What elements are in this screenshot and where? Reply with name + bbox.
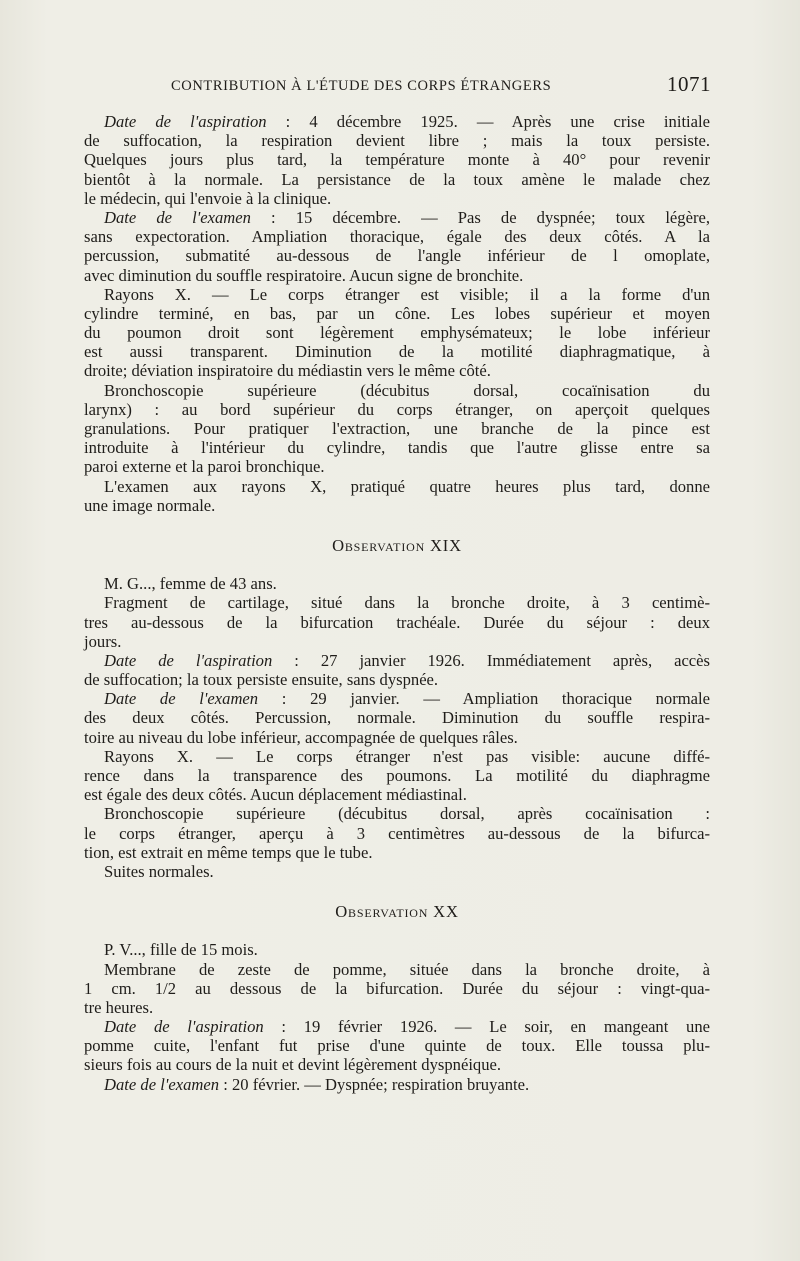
text-line xyxy=(84,862,710,881)
text-line xyxy=(84,689,710,708)
italic-lead: Date de l'examen xyxy=(104,1074,220,1094)
text-line xyxy=(84,304,710,323)
line-text: rence dans la transparence des poumons. La motilité du diaphragme xyxy=(84,766,710,785)
text-line xyxy=(84,457,710,476)
text-line xyxy=(84,227,710,246)
observation-heading: Observation XIX xyxy=(332,535,462,555)
line-text: 1 cm. 1/2 au dessous de la bifurcation. Durée du séjour : vingt-qua- xyxy=(84,978,710,998)
line-text: une image normale. xyxy=(84,495,216,515)
line-text: Suites normales. xyxy=(104,861,214,881)
line-text: cylindre terminé, en bas, par un cône. Les lobes supérieur et moyen xyxy=(84,303,710,323)
running-title: CONTRIBUTION À L'ÉTUDE DES CORPS ÉTRANGERS xyxy=(171,78,552,94)
text-line xyxy=(84,979,710,998)
line-text: larynx) : au bord supérieur du corps étranger, on aperçoit quelques xyxy=(84,399,710,419)
text-line xyxy=(84,150,710,169)
line-text: est égale des deux côtés. Aucun déplacement médiastinal. xyxy=(84,785,467,805)
observation-20 xyxy=(84,940,710,1094)
observation-continuation xyxy=(84,112,710,515)
text-line xyxy=(84,708,710,727)
text-line xyxy=(84,593,710,612)
line-text: bientôt à la normale. La persistance de la toux amène le malade chez xyxy=(84,169,710,189)
text-line xyxy=(84,747,710,766)
line-text: Fragment de cartilage, situé dans la bronche droite, à 3 centimè- xyxy=(104,593,710,613)
italic-lead: Date de l'examen xyxy=(104,207,251,227)
body-text xyxy=(84,112,710,1094)
line-text: du poumon droit sont légèrement emphysémateux; le lobe inférieur xyxy=(84,323,710,343)
observation-19 xyxy=(84,574,710,881)
text-line xyxy=(84,112,710,131)
text-line xyxy=(84,843,710,862)
spacer xyxy=(84,921,710,940)
text-line xyxy=(84,381,710,400)
line-text: est aussi transparent. Diminution de la motilité diaphragmatique, à xyxy=(84,342,710,362)
line-text: tres au-dessous de la bifurcation trachéale. Durée du séjour : deux xyxy=(84,612,710,632)
line-text: pomme cuite, l'enfant fut prise d'une quinte de toux. Elle toussa plu- xyxy=(84,1036,710,1056)
text-line xyxy=(84,400,710,419)
line-text: Membrane de zeste de pomme, située dans la bronche droite, à xyxy=(104,959,710,979)
line-text: Quelques jours plus tard, la température monte à 40° pour revenir xyxy=(84,150,710,170)
text-line xyxy=(84,785,710,804)
text-line xyxy=(84,613,710,632)
text-line xyxy=(84,728,710,747)
spacer xyxy=(84,555,710,574)
text-line xyxy=(84,632,710,651)
text-line xyxy=(84,361,710,380)
text-line xyxy=(84,342,710,361)
page-header xyxy=(171,72,711,102)
text-line xyxy=(84,670,710,689)
text-line xyxy=(84,323,710,342)
line-text: des deux côtés. Percussion, normale. Diminution du souffle respira- xyxy=(84,708,710,728)
text-line xyxy=(84,1075,710,1094)
line-text: : 27 janvier 1926. Immédiatement après, accès xyxy=(272,650,710,670)
text-line xyxy=(84,998,710,1017)
line-text: sieurs fois au cours de la nuit et devint légèrement dyspnéique. xyxy=(84,1055,502,1075)
spacer xyxy=(84,515,710,536)
line-text: Rayons X. — Le corps étranger n'est pas visible: aucune diffé- xyxy=(104,746,710,766)
text-line xyxy=(84,960,710,979)
line-text: de suffocation, la respiration devient libre ; mais la toux persiste. xyxy=(84,131,710,151)
text-line xyxy=(84,170,710,189)
text-line xyxy=(84,824,710,843)
text-line xyxy=(84,496,710,515)
line-text: le médecin, qui l'envoie à la clinique. xyxy=(84,188,332,208)
text-line xyxy=(84,804,710,823)
line-text: : 19 février 1926. — Le soir, en mangeant une xyxy=(263,1017,710,1037)
italic-lead: Date de l'aspiration xyxy=(104,650,273,670)
text-line xyxy=(84,940,710,959)
line-text: droite; déviation inspiratoire du médiastin vers le même côté. xyxy=(84,361,491,381)
line-text: avec diminution du souffle respiratoire. Aucun signe de bronchite. xyxy=(84,265,524,285)
text-line xyxy=(84,1036,710,1055)
text-line xyxy=(84,189,710,208)
line-text: : 15 décembre. — Pas de dyspnée; toux légère, xyxy=(250,207,710,227)
line-text: : 20 février. — Dyspnée; respiration bruyante. xyxy=(219,1074,530,1094)
text-line xyxy=(84,208,710,227)
text-line xyxy=(84,574,710,593)
text-line xyxy=(84,438,710,457)
line-text: sans expectoration. Ampliation thoracique, égale des deux côtés. A la xyxy=(84,227,710,247)
line-text: toire au niveau du lobe inférieur, accompagnée de quelques râles. xyxy=(84,727,518,747)
line-text: granulations. Pour pratiquer l'extraction, une branche de la pince est xyxy=(84,419,710,438)
italic-lead: Date de l'aspiration xyxy=(104,112,267,131)
line-text: : 29 janvier. — Ampliation thoracique normale xyxy=(258,689,710,709)
line-text: P. V..., fille de 15 mois. xyxy=(104,940,258,960)
text-line xyxy=(84,1055,710,1074)
text-line xyxy=(84,766,710,785)
text-line xyxy=(84,131,710,150)
line-text: introduite à l'intérieur du cylindre, tandis que l'autre glisse entre sa xyxy=(84,438,710,458)
line-text: : 4 décembre 1925. — Après une crise initiale xyxy=(266,112,710,131)
line-text: paroi externe et la paroi bronchique. xyxy=(84,457,325,477)
page-number: 1071 xyxy=(667,72,711,96)
line-text: tion, est extrait en même temps que le tube. xyxy=(84,842,373,862)
text-line xyxy=(84,266,710,285)
line-text: Rayons X. — Le corps étranger est visible; il a la forme d'un xyxy=(104,284,710,304)
observation-heading: Observation XX xyxy=(335,902,459,922)
italic-lead: Date de l'aspiration xyxy=(104,1017,264,1037)
line-text: le corps étranger, aperçu à 3 centimètres au-dessous de la bifurca- xyxy=(84,823,710,843)
text-line xyxy=(84,1017,710,1036)
line-text: percussion, submatité au-dessous de l'angle inférieur de l omoplate, xyxy=(84,246,710,266)
line-text: tre heures. xyxy=(84,997,154,1017)
line-text: Bronchoscopie supérieure (décubitus dorsal, cocaïnisation du xyxy=(104,380,710,400)
text-line xyxy=(84,651,710,670)
italic-lead: Date de l'examen xyxy=(104,689,259,709)
spacer xyxy=(84,881,710,902)
line-text: de suffocation; la toux persiste ensuite, sans dyspnée. xyxy=(84,670,439,690)
line-text: jours. xyxy=(84,631,122,651)
text-line xyxy=(84,285,710,304)
text-line xyxy=(84,246,710,265)
line-text: Bronchoscopie supérieure (décubitus dorsal, après cocaïnisation : xyxy=(104,804,710,824)
text-line xyxy=(84,477,710,496)
line-text: L'examen aux rayons X, pratiqué quatre heures plus tard, donne xyxy=(104,476,710,496)
line-text: M. G..., femme de 43 ans. xyxy=(104,574,277,594)
text-line xyxy=(84,419,710,438)
